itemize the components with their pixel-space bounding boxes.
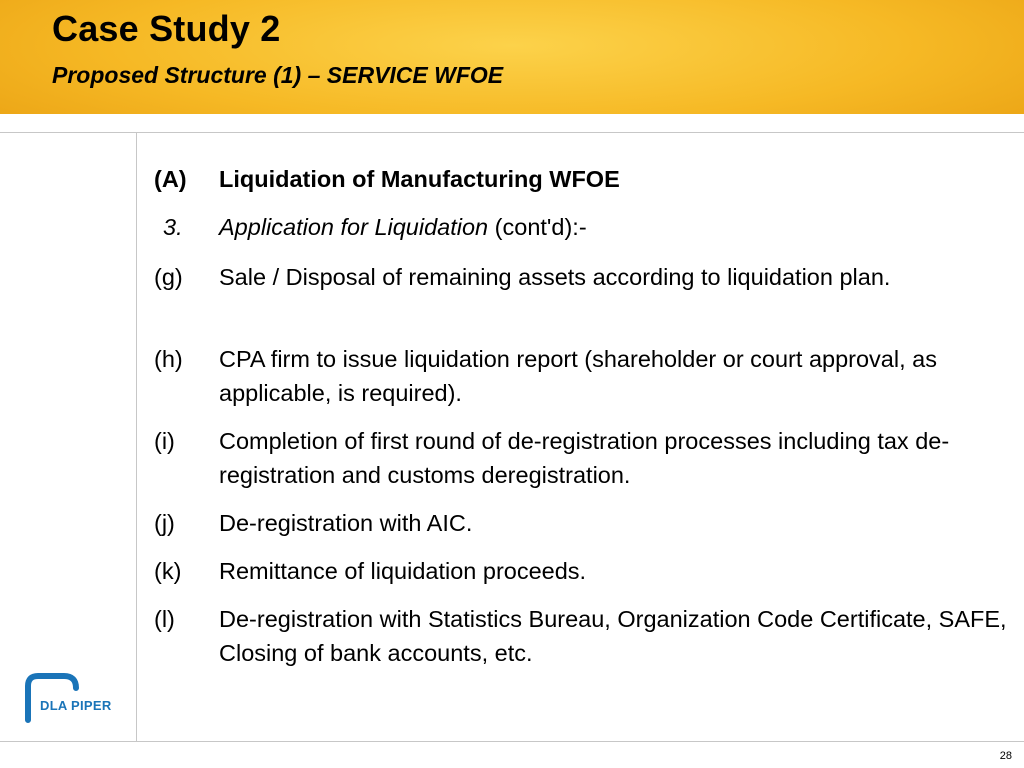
header-banner [0,0,1024,114]
subheading-marker: 3. [163,214,183,240]
subheading-italic: Application for Liquidation [219,214,489,240]
item-marker: (k) [154,558,182,584]
top-divider [0,132,1024,133]
item-text: Completion of first round of de-registration processes including tax de-registration and customs deregistration. [219,428,950,488]
subheading-rest: (cont'd):- [488,214,587,240]
item-text: CPA firm to issue liquidation report (shareholder or court approval, as applicable, is required). [219,346,937,406]
item-marker: (h) [154,346,183,372]
item-marker: (g) [154,264,183,290]
heading-text: Liquidation of Manufacturing WFOE [219,166,620,192]
subheading-text [219,210,1014,244]
slide-subtitle: Proposed Structure (1) – SERVICE WFOE [52,62,504,88]
slide-title: Case Study 2 [52,8,281,49]
left-divider [136,133,137,742]
item-marker: (j) [154,510,175,536]
bottom-divider [0,741,1024,742]
item-text: De-registration with Statistics Bureau, Organization Code Certificate, SAFE, Closing of bank accounts, etc. [219,606,1007,666]
heading-marker: (A) [154,166,187,192]
item-marker: (l) [154,606,175,632]
logo-text: DLA PIPER [40,698,112,713]
page-number: 28 [999,750,1012,762]
item-text: Remittance of liquidation proceeds. [219,558,587,584]
dla-piper-logo [24,672,119,724]
item-text: De-registration with AIC. [219,510,473,536]
item-marker: (i) [154,428,175,454]
item-text: Sale / Disposal of remaining assets according to liquidation plan. [219,264,891,290]
